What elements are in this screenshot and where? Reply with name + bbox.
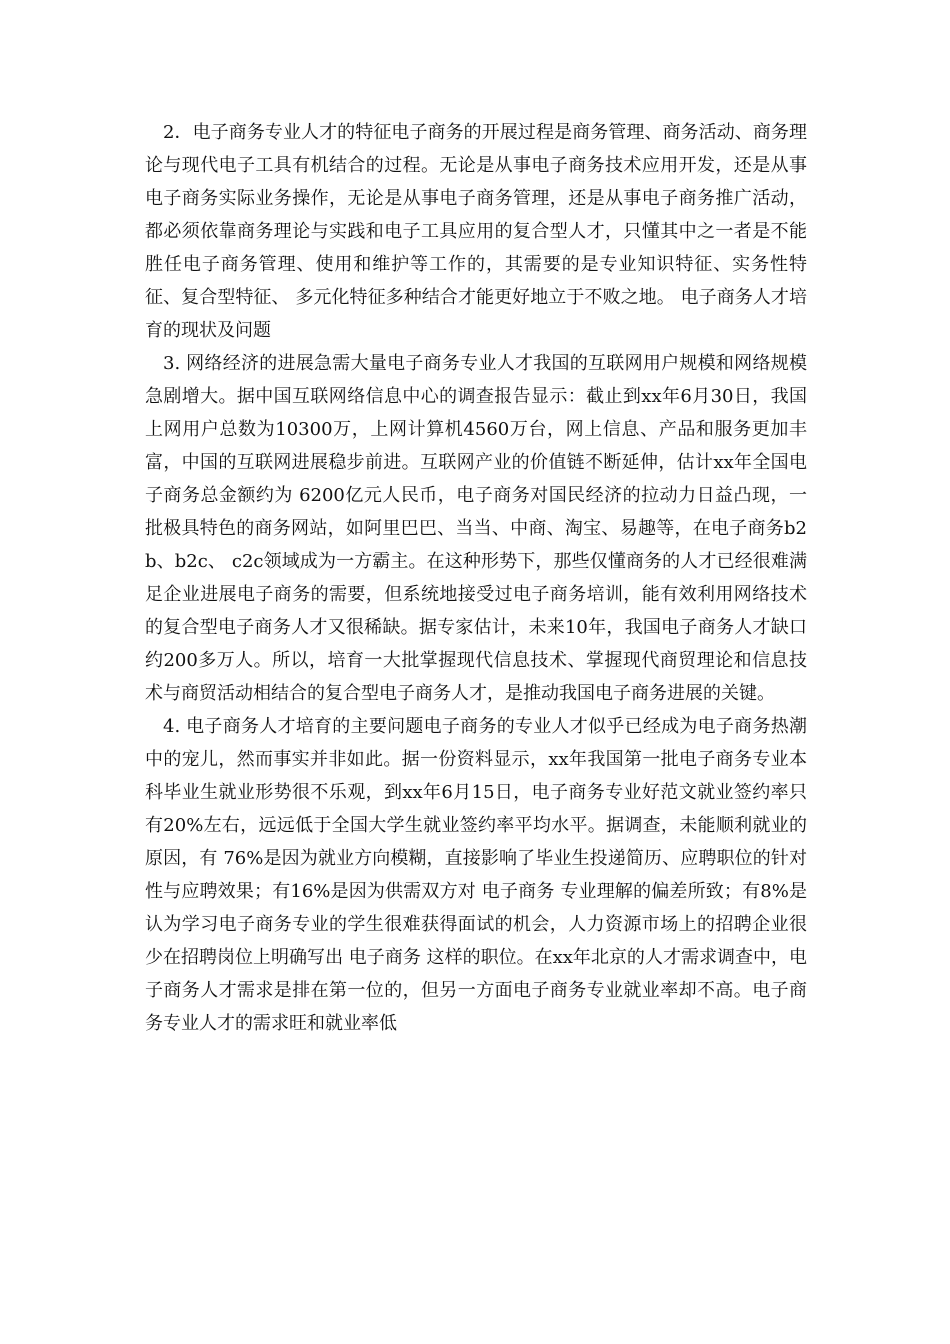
document-page <box>145 116 807 1040</box>
paragraph-3: 3. 网络经济的进展急需大量电子商务专业人才我国的互联网用户规模和网络规模急剧增大。据中国互联网络信息中心的调查报告显示：截止到xx年6月30日，我国上网用户总数为10300万，上网计算机4560万台，网上信息、产品和服务更加丰富，中国的互联网进展稳步前进。互联网产业的价值链不断延伸，估计xx年全国电子商务总金额约为 6200亿元人民币，电子商务对国民经济的拉动力日益凸现，一批极具特色的商务网站，如阿里巴巴、当当、中商、淘宝、易趣等，在电子商务b2b、b2c、 c2c领域成为一方霸主。在这种形势下，那些仅懂商务的人才已经很难满足企业进展电子商务的需要，但系统地接受过电子商务培训，能有效利用网络技术的复合型电子商务人才又很稀缺。据专家估计，未来10年，我国电子商务人才缺口约200多万人。所以，培育一大批掌握现代信息技术、掌握现代商贸理论和信息技术与商贸活动相结合的复合型电子商务人才，是推动我国电子商务进展的关键。 <box>145 353 807 704</box>
paragraph-2: 2．电子商务专业人才的特征电子商务的开展过程是商务管理、商务活动、商务理论与现代电子工具有机结合的过程。无论是从事电子商务技术应用开发，还是从事电子商务实际业务操作，无论是从事电子商务管理，还是从事电子商务推广活动，都必须依靠商务理论与实践和电子工具应用的复合型人才，只懂其中之一者是不能胜任电子商务管理、使用和维护等工作的，其需要的是专业知识特征、实务性特征、复合型特征、 多元化特征多种结合才能更好地立于不败之地。 电子商务人才培育的现状及问题 <box>145 122 807 341</box>
paragraph-4: 4. 电子商务人才培育的主要问题电子商务的专业人才似乎已经成为电子商务热潮中的宠儿，然而事实并非如此。据一份资料显示，xx年我国第一批电子商务专业本科毕业生就业形势很不乐观，到xx年6月15日，电子商务专业好范文就业签约率只有20%左右，远远低于全国大学生就业签约率平均水平。据调查，未能顺利就业的原因，有 76%是因为就业方向模糊，直接影响了毕业生投递简历、应聘职位的针对性与应聘效果；有16%是因为供需双方对 电子商务 专业理解的偏差所致；有8%是认为学习电子商务专业的学生很难获得面试的机会，人力资源市场上的招聘企业很少在招聘岗位上明确写出 电子商务 这样的职位。在xx年北京的人才需求调查中，电子商务人才需求是排在第一位的，但另一方面电子商务专业就业率却不高。电子商务专业人才的需求旺和就业率低 <box>145 716 807 1034</box>
